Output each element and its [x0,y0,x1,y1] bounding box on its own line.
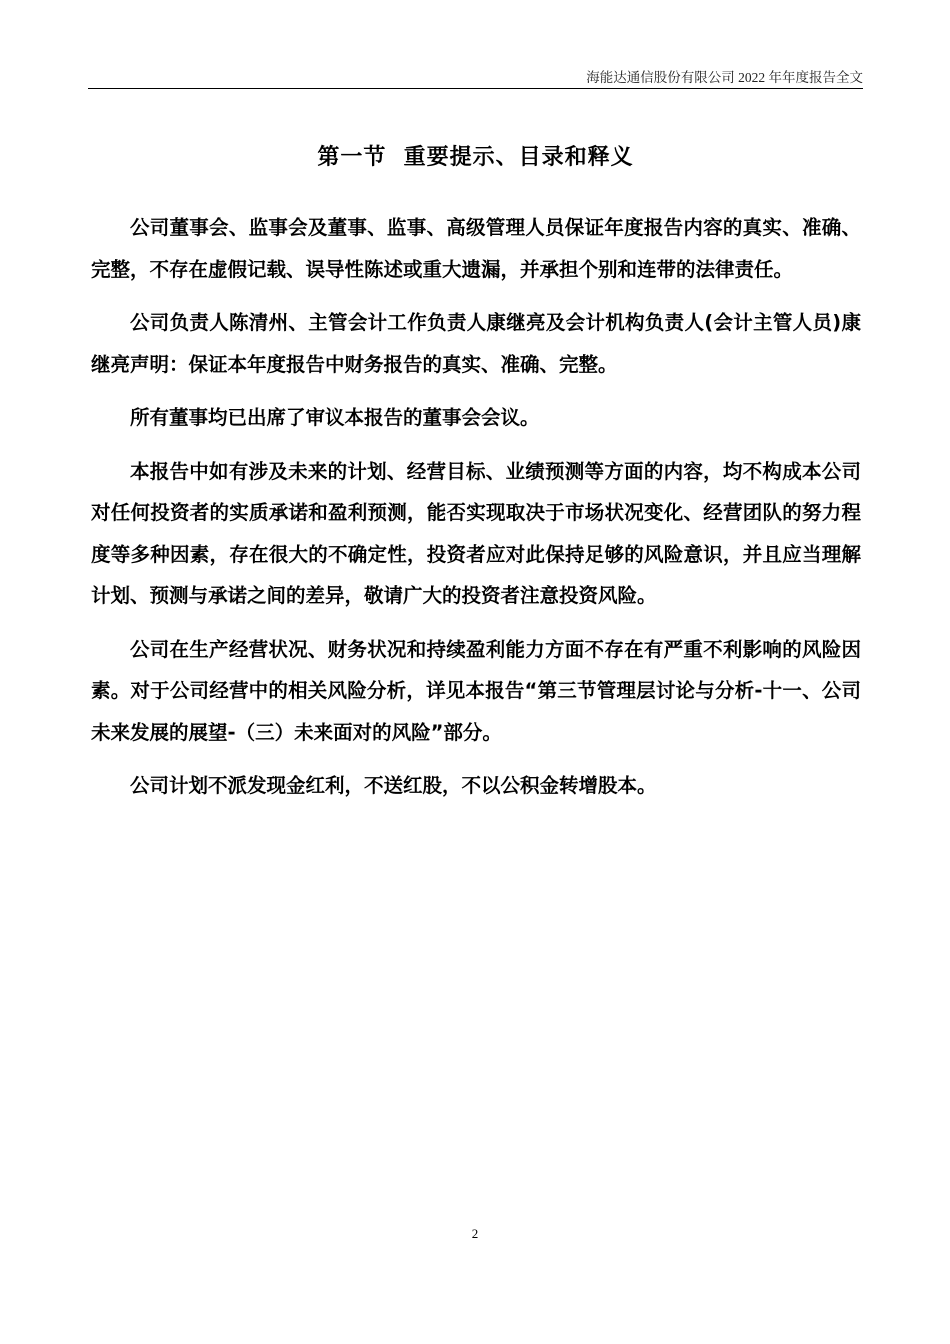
body-text [91,207,861,819]
paragraph-board-guarantee: 公司董事会、监事会及董事、监事、高级管理人员保证年度报告内容的真实、准确、完整，不存在虚假记载、误导性陈述或重大遗漏，并承担个别和连带的法律责任。 [91,216,861,281]
header-divider [88,88,863,89]
paragraph-forward-looking: 本报告中如有涉及未来的计划、经营目标、业绩预测等方面的内容，均不构成本公司对任何投资者的实质承诺和盈利预测，能否实现取决于市场状况变化、经营团队的努力程度等多种因素，存在很大的不确定性，投资者应对此保持足够的风险意识，并且应当理解计划、预测与承诺之间的差异，敬请广大的投资者注意投资风险。 [91,459,861,607]
paragraph-responsible-persons: 公司负责人陈清州、主管会计工作负责人康继亮及会计机构负责人(会计主管人员)康继亮声明：保证本年度报告中财务报告的真实、准确、完整。 [91,311,861,376]
paragraph-dividend-plan: 公司计划不派发现金红利，不送红股，不以公积金转增股本。 [130,774,657,797]
section-title: 第一节 重要提示、目录和释义 [317,145,634,170]
paragraph-directors-attendance: 所有董事均已出席了审议本报告的董事会会议。 [130,406,540,429]
running-header: 海能达通信股份有限公司 2022 年年度报告全文 [586,70,863,85]
paragraph-risk-factors: 公司在生产经营状况、财务状况和持续盈利能力方面不存在有严重不利影响的风险因素。对于公司经营中的相关风险分析，详见本报告“第三节管理层讨论与分析-十一、公司未来发展的展望-（三）未来面对的风险”部分。 [91,637,861,744]
page-number: 2 [471,1226,479,1241]
